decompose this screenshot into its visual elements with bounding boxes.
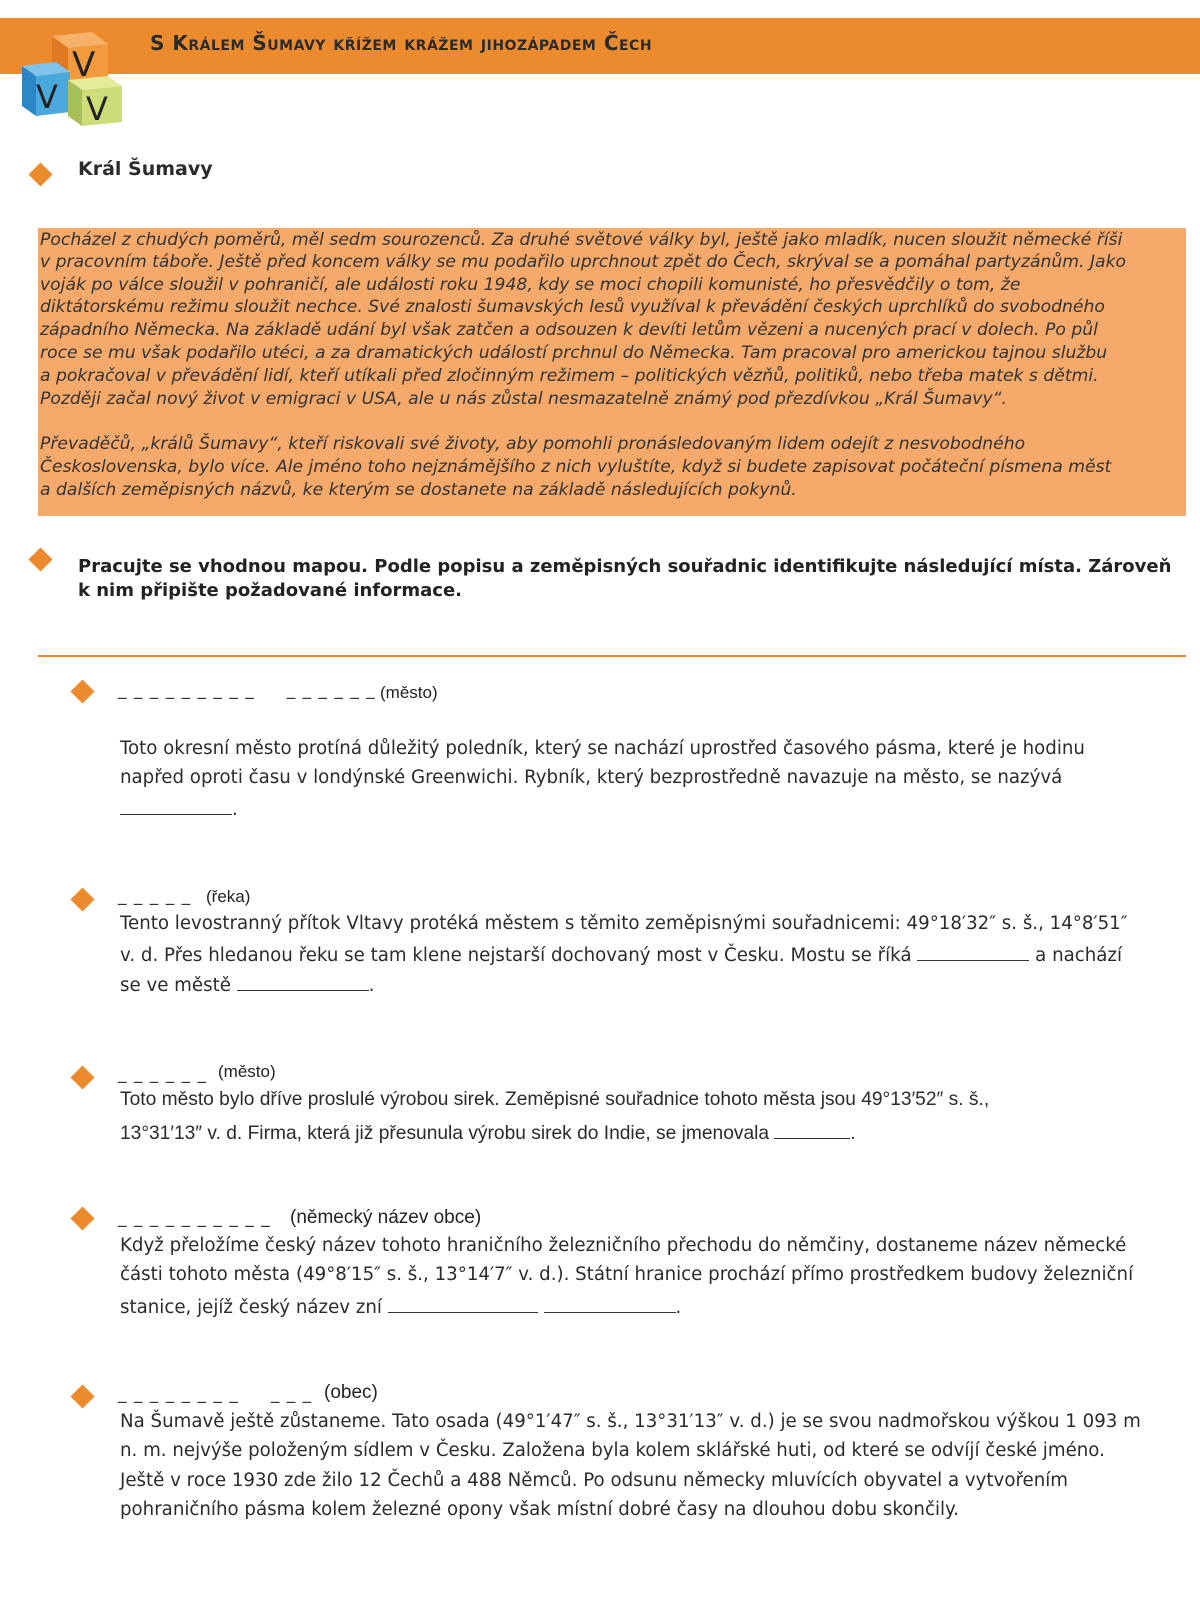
answer-blank[interactable]: _ _ _ _ _ _ [118,1064,208,1084]
item-text-line [120,1294,681,1318]
item-text-line: Tento levostranný přítok Vltavy protéká městem s těmito zeměpisnými souřadnicemi: 49°18′32″ s. š., 14°8′51″ [120,913,1128,934]
logo [16,26,128,128]
intro-line: a pokračoval v převádění lidí, kteří utíkali před zločinným režimem – politických vězňů, politiků, nebo třeba matek s dětmi. [40,366,1099,386]
answer-line[interactable] [120,796,232,815]
intro-line: voják po válce sloužil v pohraničí, ale události roku 1948, kdy se moci chopili komunisté, ho přesvědčily o tom, že [40,275,1021,295]
intro-line: západního Německa. Na základě udání byl však zatčen a odsouzen k devíti letům vězeni a nucených prací v dolech. Po půl [40,320,1098,340]
text-fragment: v. d. Přes hledanou řeku se tam klene nejstarší dochovaný most v Česku. Mostu se říká [120,945,912,967]
item-text-line: Ještě v roce 1930 zde žilo 12 Čechů a 488 Němců. Po odsunu německy mluvících obyvatel a vytvořením [120,1470,1069,1491]
answer-line[interactable] [917,942,1029,961]
answer-line[interactable] [237,972,369,991]
item-text-line [120,796,238,820]
item-text-line [120,942,1122,966]
intro-line: Později začal nový život v emigraci v USA, ale u nás zůstal nesmazatelně známý pod přezdívkou „Král Šumavy“. [40,389,1008,409]
answer-hint: (řeka) [206,887,251,906]
intro-line: Československa, bylo více. Ale jméno toho nejznámějšího z nich vyluštíte, když si budete zapisovat počáteční písmena měst [40,457,1112,477]
logo-letter-2: V [36,78,58,116]
intro-line: v pracovním táboře. Ještě před koncem války se mu podařilo uprchnout zpět do Čech, skrýval se a pomáhal partyzánům. Jako [40,252,1127,272]
intro-line: a dalších zeměpisných názvů, ke kterým se dostanete na základě následujících pokynů. [40,480,797,500]
diamond-bullet-icon [28,547,52,571]
intro-line: Pocházel z chudých poměrů, měl sedm sourozenců. Za druhé světové války byl, ještě jako mladík, nucen sloužit německé říši [40,230,1123,250]
answer-hint: (obec) [324,1382,378,1403]
item-text-line: Toto město bylo dříve proslulé výrobou sirek. Zeměpisné souřadnice tohoto města jsou 49°13′52″ s. š., [120,1089,990,1110]
item-text-line: části tohoto města (49°8′15″ s. š., 13°14′7″ v. d.). Státní hranice prochází přímo prostředkem budovy železniční [120,1264,1134,1285]
answer-blank[interactable]: _ _ _ _ _ [118,886,192,906]
logo-letter-3: V [86,90,108,128]
text-fragment: . [232,799,238,821]
answer-hint: (německý název obce) [290,1207,482,1228]
logo-letter-1: V [72,45,96,85]
text-fragment: 13°31′13″ v. d. Firma, která již přesunula výrobu sirek do Indie, se jmenovala [120,1123,770,1145]
diamond-bullet-icon [28,162,52,186]
text-fragment: se ve městě [120,975,231,997]
answer-hint: (město) [380,683,438,702]
text-fragment: . [850,1123,856,1145]
answer-line[interactable] [774,1119,850,1139]
answer-blank[interactable]: _ _ _ _ _ _ _ _ _ _ [118,1208,271,1228]
item-text-line: Toto okresní město protíná důležitý poledník, který se nachází uprostřed časového pásma, které je hodinu [120,738,1085,759]
answer-line[interactable] [388,1294,538,1313]
text-fragment: a nachází [1035,945,1123,967]
answer-blank[interactable]: _ _ _ _ _ _ _ _ _ _ _ _ _ _ _ [118,680,376,700]
section-title: Král Šumavy [78,158,213,180]
diamond-bullet-icon [70,1206,94,1230]
item-text-line: pohraničního pásma kolem železné opony však místní dobré časy na dlouhou dobu skončily. [120,1499,960,1520]
answer-hint: (město) [218,1062,276,1081]
text-fragment: . [368,975,375,997]
intro-line: diktátorskému režimu sloužit nechce. Své znalosti šumavských lesů využíval k převádění českých uprchlíků do svobodného [40,297,1105,317]
diamond-bullet-icon [70,679,94,703]
diamond-bullet-icon [70,887,94,911]
item-text-line: napřed oproti času v londýnské Greenwichi. Rybník, který bezprostředně navazuje na město, se nazývá [120,767,1063,788]
answer-blank[interactable]: _ _ _ _ _ _ _ _ _ _ _ [118,1384,313,1404]
diamond-bullet-icon [70,1384,94,1408]
item-text-line: n. m. nejvýše položeným sídlem v Česku. Založena byla kolem sklářské huti, od které se odvíjí české jméno. [120,1440,1105,1461]
diamond-bullet-icon [70,1065,94,1089]
intro-line: roce se mu však podařilo utéci, a za dramatických událostí prchnul do Německa. Tam pracoval pro americkou tajnou službu [40,343,1108,363]
task-instruction: Pracujte se vhodnou mapou. Podle popisu a zeměpisných souřadnic identifikujte následující místa. Zároveň k nim připište požadované informace. [78,556,1172,601]
page-title: S Králem Šumavy křížem krážem jihozápadem Čech [150,31,653,55]
item-text-line: Když přeložíme český název tohoto hraničního železničního přechodu do němčiny, dostaneme název německé [120,1235,1127,1256]
intro-line: Převaděčů, „králů Šumavy“, kteří riskovali své životy, aby pomohli pronásledovaným lidem odejít z nesvobodného [40,434,1026,454]
item-text-line: Na Šumavě ještě zůstaneme. Tato osada (49°1′47″ s. š., 13°31′13″ v. d.) je se svou nadmořskou výškou 1 093 m [120,1411,1141,1432]
item-text-line [120,972,374,996]
divider [38,655,1186,657]
item-text-line [120,1119,856,1145]
text-fragment: . [675,1297,682,1319]
text-fragment: stanice, jejíž český název zní [120,1297,382,1319]
answer-line[interactable] [544,1294,676,1313]
